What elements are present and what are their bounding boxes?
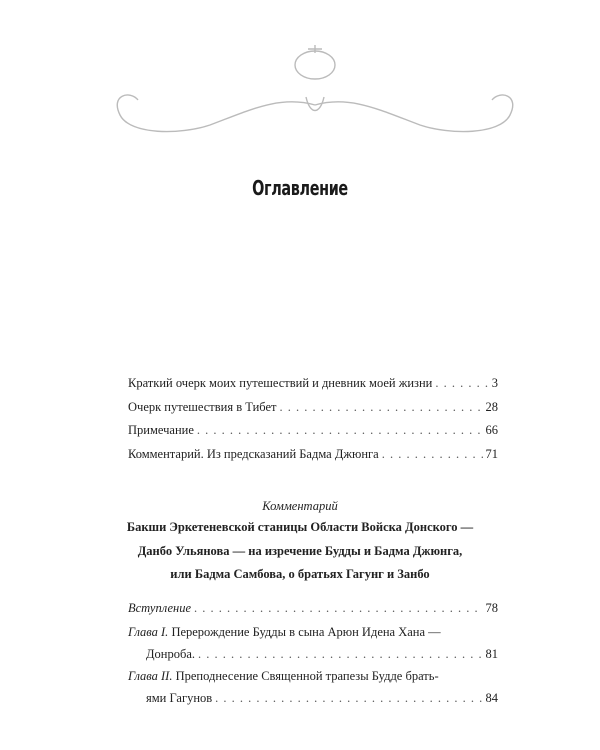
dot-leader <box>198 643 483 665</box>
toc-entry[interactable] <box>128 597 498 621</box>
entry-label: Перерождение Будды в сына Арюн Идена Хана — <box>171 624 441 639</box>
decorative-ornament-icon <box>110 35 520 135</box>
dot-leader <box>215 687 482 709</box>
page-number: 81 <box>485 646 498 661</box>
entry-label: Очерк путешествия в Тибет <box>128 399 277 414</box>
entry-label <box>128 597 191 621</box>
toc-main <box>128 372 498 466</box>
entry-label: Примечание <box>128 423 194 437</box>
comment-section-heading <box>0 496 600 587</box>
toc-entry[interactable] <box>128 665 498 709</box>
dot-leader <box>435 372 488 396</box>
toc-entry[interactable] <box>128 621 498 665</box>
section-kicker: Комментарий <box>262 499 338 513</box>
entry-prefix: Глава I. <box>128 624 169 639</box>
page-number: 78 <box>485 601 498 615</box>
entry-first-line <box>128 621 498 643</box>
toc-entry[interactable] <box>128 443 498 467</box>
page-number: 28 <box>485 399 498 414</box>
entry-prefix: Глава II. <box>128 668 173 683</box>
page-number: 3 <box>491 376 498 390</box>
entry-prefix: Вступление <box>128 601 192 615</box>
entry-continuation: Донроба. <box>146 646 195 661</box>
section-title-line: или Бадма Самбова, о братьях Гагунг и Занбо <box>170 567 430 581</box>
entry-label: Комментарий. Из предсказаний Бадма Джюнга <box>128 446 379 461</box>
page-number: 84 <box>485 690 498 705</box>
entry-label: Преподнесение Священной трапезы Будде брать- <box>175 668 439 683</box>
section-title-line: Данбо Ульянова — на изречение Будды и Бадма Джюнга, <box>137 543 463 558</box>
toc-entry[interactable] <box>128 396 498 420</box>
entry-continuation: ями Гагунов <box>146 690 213 705</box>
dot-leader <box>279 396 482 420</box>
page-title: Оглавление <box>252 176 348 200</box>
toc-entry[interactable] <box>128 419 498 443</box>
toc-entry[interactable] <box>128 372 498 396</box>
dot-leader <box>382 443 483 467</box>
page-number: 66 <box>485 423 498 437</box>
entry-first-line <box>128 665 498 687</box>
dot-leader <box>194 597 482 621</box>
page-number: 71 <box>485 446 498 461</box>
toc-comment <box>128 597 498 709</box>
section-title-line: Бакши Эркетеневской станицы Области Войска Донского — <box>126 520 474 534</box>
entry-label: Краткий очерк моих путешествий и дневник моей жизни <box>128 376 433 390</box>
dot-leader <box>197 419 483 443</box>
